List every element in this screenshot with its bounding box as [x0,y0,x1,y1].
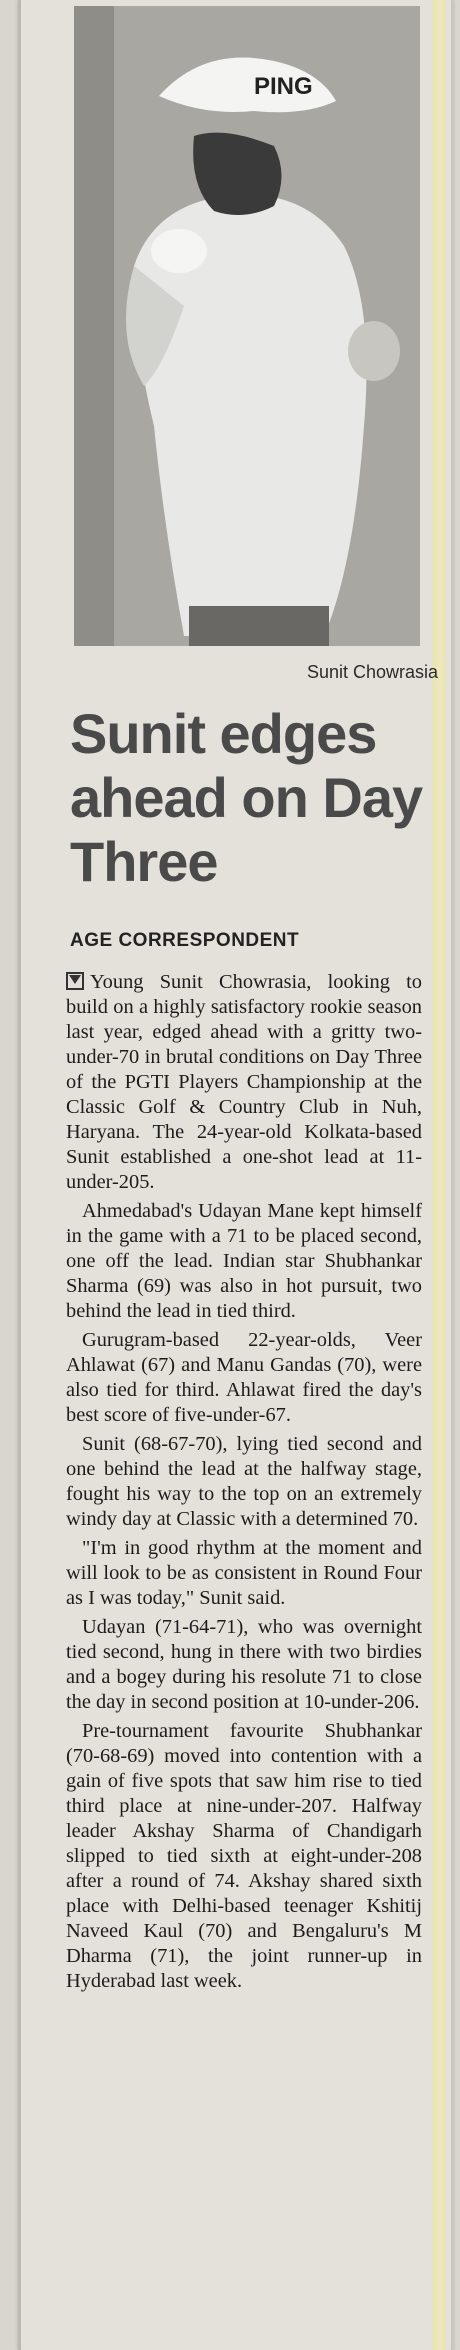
photo-caption: Sunit Chowrasia [306,662,438,682]
headline: Sunit edges ahead on Day Three [70,702,423,893]
byline: AGE CORRESPONDENT [70,930,300,951]
article-body [66,970,422,1998]
paragraph-4: Sunit (68-67-70), lying tied second and one behind the lead at the halfway stage, fought his way to the top on an extremely windy day at Classic with a determined 70. [66,1433,422,1530]
paragraph-1 [66,970,422,1195]
paragraph-7: Pre-tournament favourite Shubhankar (70-68-69) moved into contention with a gain of five spots that saw him rise to tied third place at nine-under-207. Halfway leader Akshay Sharma of Chandigarh slipped to tied sixth at eight-under-208 after a round of 74. Akshay shared sixth place with Delhi-based teenager Kshitij Naveed Kaul (70) and Bengaluru's M Dharma (71), the joint runner-up in Hyderabad last week. [66,1720,422,1992]
paragraph-1-text: Young Sunit Chowrasia, looking to build on a highly satisfactory rookie season last year, edged ahead with a gritty two-under-70 in brutal conditions on Day Three of the PGTI Players Championship at the Classic Golf & Country Club in Nuh, Haryana. The 24-year-old Kolkata-based Sunit established a one-shot lead at 11-under-205. [66,971,422,1193]
drop-cap-marker-icon [66,972,84,990]
paragraph-2: Ahmedabad's Udayan Mane kept himself in the game with a 71 to be placed second, one off the lead. Indian star Shubhankar Sharma (69) was also in hot pursuit, two behind the lead in tied third. [66,1200,422,1322]
golfer-icon [74,6,420,646]
golfer-photo [74,6,420,646]
paragraph-5: "I'm in good rhythm at the moment and will look to be as consistent in Round Four as I was today," Sunit said. [66,1537,422,1609]
highlight-edge [432,0,446,2350]
cap-logo: PING [254,73,313,100]
paragraph-3: Gurugram-based 22-year-olds, Veer Ahlawat (67) and Manu Gandas (70), were also tied for third. Ahlawat fired the day's best score of five-under-67. [66,1329,422,1426]
paragraph-6: Udayan (71-64-71), who was overnight tied second, hung in there with two birdies and a bogey during his resolute 71 to close the day in second position at 10-under-206. [66,1616,422,1713]
